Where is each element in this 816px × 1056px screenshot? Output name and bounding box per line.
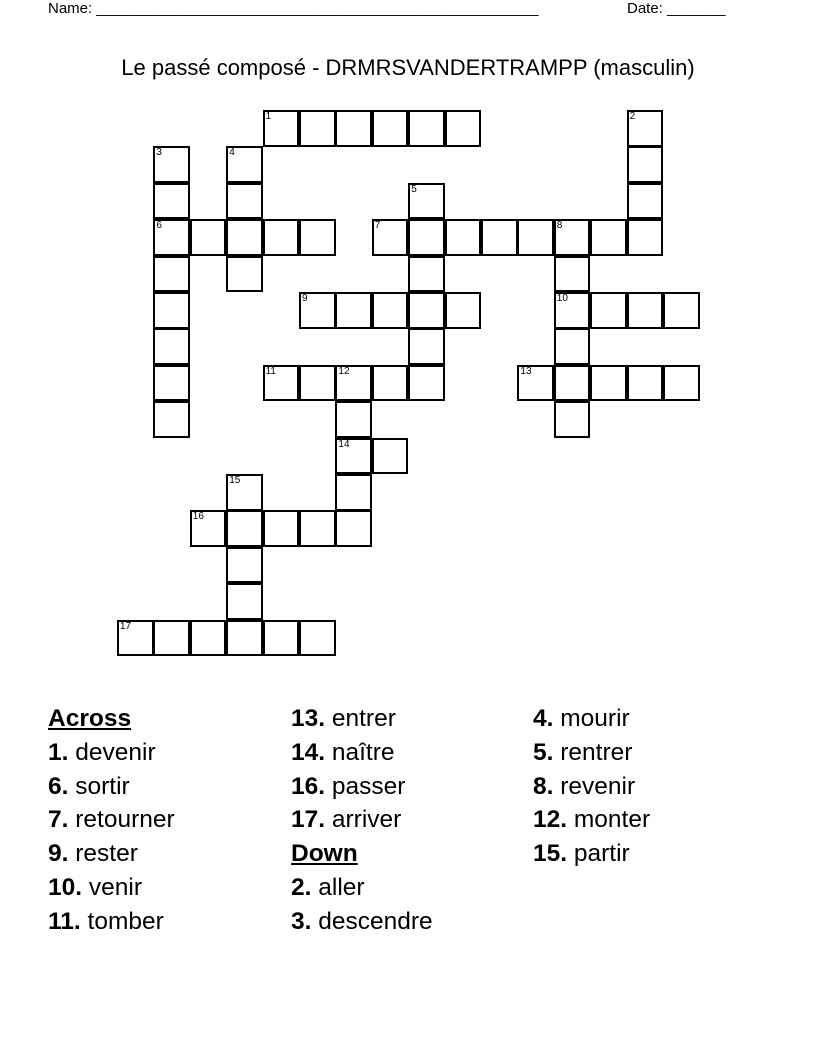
crossword-cell[interactable] (226, 620, 263, 657)
crossword-cell[interactable] (590, 219, 627, 256)
clue-item-number: 3. (291, 907, 312, 935)
crossword-cell[interactable] (372, 110, 409, 147)
clue-item-number: 4. (533, 705, 554, 732)
crossword-cell[interactable] (627, 183, 664, 220)
clue-item-number: 13. (291, 705, 326, 732)
crossword-cell[interactable] (153, 256, 190, 293)
crossword-cell[interactable] (663, 292, 700, 329)
clue-heading-across: Across (48, 705, 132, 732)
crossword-cell[interactable] (190, 620, 227, 657)
crossword-cell[interactable] (190, 219, 227, 256)
crossword-cell[interactable] (153, 292, 190, 329)
crossword-cell[interactable] (627, 365, 664, 402)
clue-item-number: 17. (291, 806, 326, 834)
crossword-cell[interactable] (590, 292, 627, 329)
clue-item-text: devenir (68, 738, 156, 766)
crossword-cell[interactable] (153, 401, 190, 438)
clue-number: 16 (192, 511, 204, 523)
clue-number: 8 (556, 220, 563, 232)
date-field[interactable]: Date: _______ (627, 0, 726, 17)
clue-item (48, 736, 175, 770)
crossword-cell[interactable] (226, 547, 263, 584)
clue-number: 17 (120, 620, 132, 632)
clue-item (533, 736, 650, 770)
clue-item-text: naître (325, 738, 395, 766)
crossword-cell[interactable] (335, 474, 372, 511)
clue-column-2 (291, 702, 433, 939)
clue-item (533, 837, 650, 871)
clue-item (533, 702, 650, 736)
clue-item (48, 905, 175, 939)
clue-number: 9 (302, 293, 308, 304)
clue-item-text: partir (567, 840, 630, 868)
clue-number: 4 (229, 147, 235, 159)
clue-item-text: monter (567, 806, 651, 834)
crossword-cell[interactable] (554, 365, 591, 402)
clue-item-number: 11. (48, 907, 81, 935)
clue-item (533, 803, 650, 837)
clue-item-number: 10. (48, 873, 83, 901)
clue-item (291, 905, 433, 939)
crossword-cell[interactable] (299, 110, 336, 147)
clue-item (48, 837, 175, 871)
clue-item-number: 7. (48, 806, 69, 834)
clue-item-text: descendre (311, 907, 433, 935)
name-field[interactable]: Name: _____________________________________________________ (48, 0, 539, 17)
crossword-cell[interactable] (445, 219, 482, 256)
clue-item-number: 2. (291, 873, 312, 901)
clue-item-text: revenir (553, 772, 636, 800)
crossword-cell[interactable] (372, 438, 409, 475)
crossword-cell[interactable] (408, 256, 445, 293)
crossword-cell[interactable] (627, 219, 664, 256)
clue-item (291, 770, 433, 804)
crossword-cell[interactable] (408, 110, 445, 147)
crossword-cell[interactable] (554, 401, 591, 438)
crossword-cell[interactable] (335, 110, 372, 147)
clue-item (48, 871, 175, 905)
crossword-cell[interactable] (590, 365, 627, 402)
crossword-cell[interactable] (226, 583, 263, 620)
clue-item-text: rentrer (553, 738, 633, 766)
crossword-cell[interactable] (372, 292, 409, 329)
clue-item-number: 8. (533, 772, 554, 800)
crossword-cell[interactable] (445, 292, 482, 329)
crossword-cell[interactable] (372, 365, 409, 402)
crossword-cell[interactable] (445, 110, 482, 147)
clue-item-number: 1. (48, 738, 69, 766)
crossword-cell[interactable] (335, 401, 372, 438)
crossword-cell[interactable] (408, 219, 445, 256)
clue-item (291, 803, 433, 837)
crossword-cell[interactable] (226, 256, 263, 293)
clue-item-text: arriver (325, 806, 402, 834)
crossword-cell[interactable] (554, 256, 591, 293)
crossword-cell[interactable] (153, 365, 190, 402)
crossword-cell[interactable] (153, 183, 190, 220)
crossword-cell[interactable] (408, 365, 445, 402)
clue-item-text: mourir (553, 705, 630, 732)
clue-number: 7 (374, 220, 381, 232)
clue-item-text: tomber (80, 907, 164, 935)
crossword-cell[interactable] (263, 510, 300, 547)
crossword-cell[interactable] (335, 292, 372, 329)
crossword-cell[interactable] (335, 510, 372, 547)
clue-number: 2 (629, 111, 636, 122)
clue-item (291, 871, 433, 905)
crossword-cell[interactable] (299, 365, 336, 402)
crossword-cell[interactable] (226, 219, 263, 256)
clue-item-text: passer (325, 772, 406, 800)
clue-item-text: entrer (325, 705, 396, 732)
crossword-cell[interactable] (263, 219, 300, 256)
clue-item-text: aller (311, 873, 365, 901)
crossword-cell[interactable] (517, 219, 554, 256)
crossword-cell[interactable] (627, 292, 664, 329)
crossword-cell[interactable] (408, 292, 445, 329)
clue-item-text: sortir (68, 772, 130, 800)
crossword-cell[interactable] (627, 146, 664, 183)
crossword-cell[interactable] (153, 328, 190, 365)
clue-number: 5 (411, 183, 417, 195)
clue-number: 13 (520, 365, 532, 377)
crossword-cell[interactable] (554, 328, 591, 365)
clue-item-number: 16. (291, 772, 326, 800)
clue-item (533, 770, 650, 804)
clue-item-number: 6. (48, 772, 69, 800)
clue-item-text: rester (68, 840, 138, 868)
clue-item-text: venir (82, 873, 142, 901)
clue-number: 3 (156, 147, 162, 159)
clue-item (291, 702, 433, 736)
crossword-cell[interactable] (408, 328, 445, 365)
clue-number: 6 (156, 220, 162, 232)
clue-item-number: 5. (533, 738, 554, 766)
crossword-cell[interactable] (263, 620, 300, 657)
clue-number: 12 (338, 365, 350, 377)
clue-column-3 (533, 702, 650, 871)
clue-item (291, 736, 433, 770)
clue-item-number: 9. (48, 840, 69, 868)
page-title: Le passé composé - DRMRSVANDERTRAMPP (masculin) (121, 55, 695, 80)
crossword-cell[interactable] (153, 620, 190, 657)
crossword-cell[interactable] (226, 510, 263, 547)
crossword-cell[interactable] (481, 219, 518, 256)
clue-heading-down: Down (291, 840, 358, 868)
clue-number: 15 (229, 475, 241, 486)
clue-item-number: 12. (533, 806, 568, 834)
clue-number: 14 (338, 438, 350, 450)
clue-item-number: 15. (533, 840, 568, 868)
crossword-cell[interactable] (299, 219, 336, 256)
crossword-cell[interactable] (299, 510, 336, 547)
clue-item-number: 14. (291, 738, 326, 766)
clue-number: 11 (265, 365, 276, 377)
crossword-cell[interactable] (299, 620, 336, 657)
clue-item (48, 770, 175, 804)
crossword-cell[interactable] (663, 365, 700, 402)
crossword-cell[interactable] (226, 183, 263, 220)
clue-column-1 (48, 702, 175, 939)
clue-number: 1 (265, 111, 272, 122)
clue-item (48, 803, 175, 837)
clue-item-text: retourner (68, 806, 175, 834)
clue-number: 10 (556, 293, 568, 304)
